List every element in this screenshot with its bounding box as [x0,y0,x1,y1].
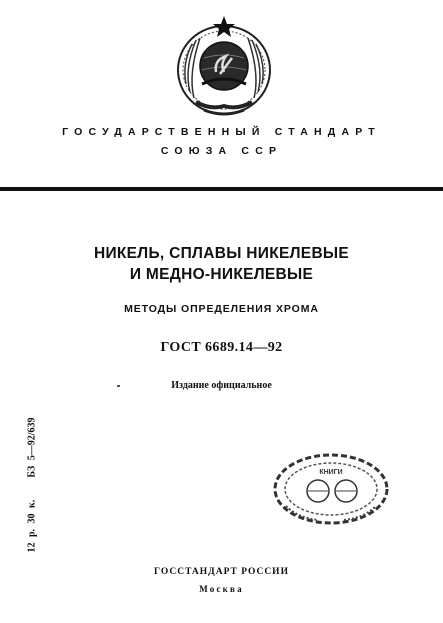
library-stamp-icon [268,446,394,532]
title-line-2: И МЕДНО-НИКЕЛЕВЫЕ [129,266,314,283]
price-label: 12 р. 30 к. [26,499,38,553]
stamp-text: КНИГИ [319,469,343,476]
document-subtitle: МЕТОДЫ ОПРЕДЕЛЕНИЯ ХРОМА [124,303,319,315]
side-note [21,410,43,560]
catalog-number: БЗ 5—92/639 [26,417,38,478]
header-state-standard: ГОСУДАРСТВЕННЫЙ СТАНДАРТ [62,126,381,138]
print-speck [117,385,120,387]
edition-label: Издание официальное [171,380,272,391]
title-line-1: НИКЕЛЬ, СПЛАВЫ НИКЕЛЕВЫЕ [93,245,350,262]
document-title [0,243,443,285]
header-ussr: СОЮЗА ССР [160,145,283,157]
publisher: ГОССТАНДАРТ РОССИИ [154,567,289,577]
standard-number: ГОСТ 6689.14—92 [160,340,283,355]
ussr-state-emblem-icon [174,14,274,120]
city: Москва [199,584,244,594]
horizontal-rule [0,187,443,191]
